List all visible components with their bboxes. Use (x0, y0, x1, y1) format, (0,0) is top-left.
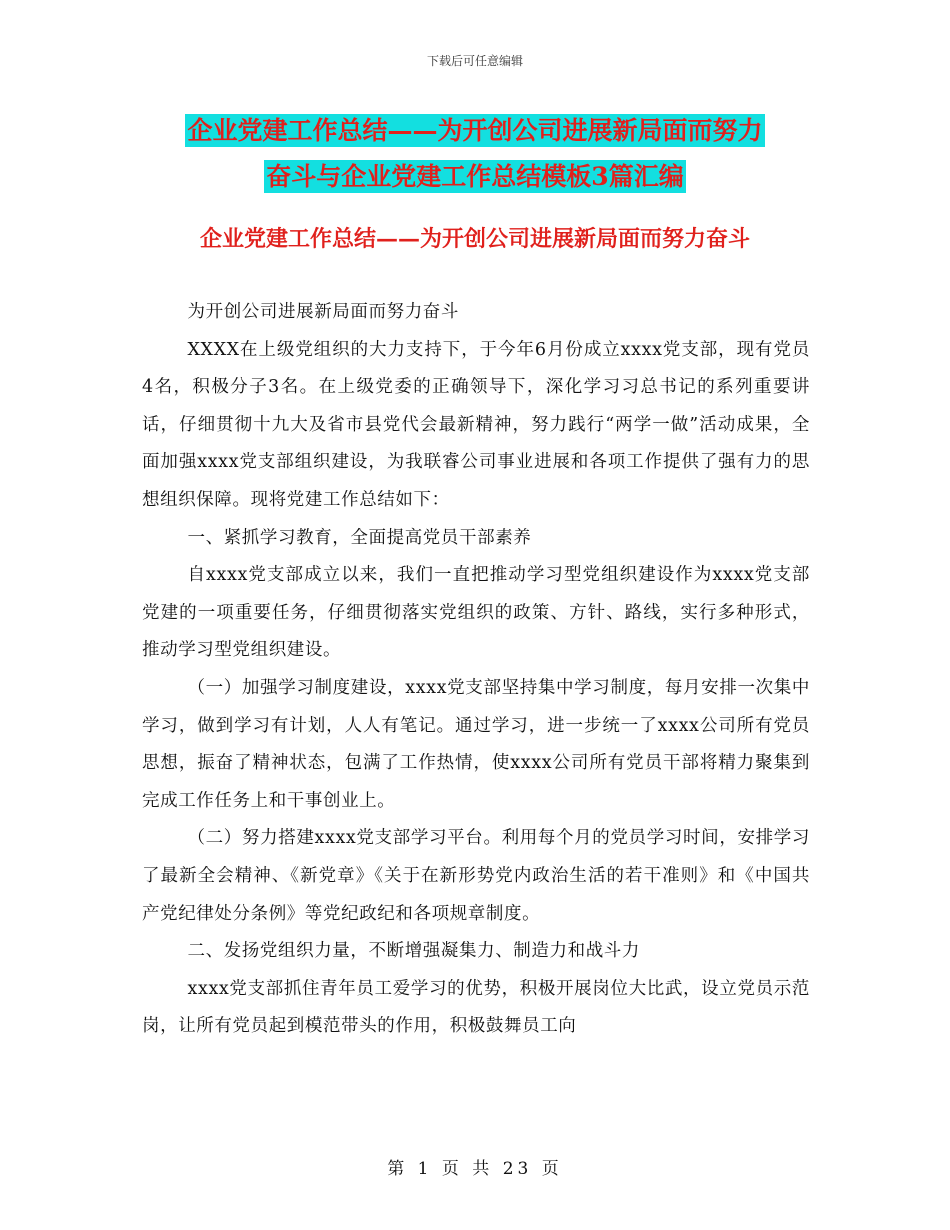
paragraph-subtitle: 为开创公司进展新局面而努力奋斗 (187, 302, 459, 322)
paragraph: XXXX在上级党组织的大力支持下，于今年6月份成立xxxx党支部，现有党员4名，积极分子3名。在上级党委的正确领导下，深化学习习总书记的系列重要讲话，仔细贯彻十九大及省市县党代会最新精神，努力践行“两学一做”活动成果，全面加强xxxx党支部组织建设，为我联睿公司事业进展和各项工作提供了强有力的思想组织保障。现将党建工作总结如下： (142, 339, 810, 510)
page-header-note: 下载后可任意编辑 (426, 54, 523, 68)
document-title (120, 108, 830, 200)
section-title: 企业党建工作总结——为开创公司进展新局面而努力奋斗 (199, 226, 750, 252)
paragraph: （一）加强学习制度建设，xxxx党支部坚持集中学习制度，每月安排一次集中学习，做到学习有计划，人人有笔记。通过学习，进一步统一了xxxx公司所有党员思想，振奋了精神状态，包满了工作热情，使xxxx公司所有党员干部将精力聚集到完成工作任务上和干事创业上。 (142, 677, 810, 811)
body-text (142, 294, 810, 1046)
document-title-line-2: 奋斗与企业党建工作总结模板3篇汇编 (266, 162, 684, 191)
paragraph-heading: 二、发扬党组织力量，不断增强凝集力、制造力和战斗力 (187, 941, 640, 962)
page-number-footer: 第 1 页 共 23 页 (387, 1159, 563, 1179)
paragraph: 自xxxx党支部成立以来，我们一直把推动学习型党组织建设作为xxxx党支部党建的一项重要任务，仔细贯彻落实党组织的政策、方针、路线，实行多种形式，推动学习型党组织建设。 (142, 565, 810, 661)
paragraph: （二）努力搭建xxxx党支部学习平台。利用每个月的党员学习时间，安排学习了最新全会精神、《新党章》《关于在新形势党内政治生活的若干准则》和《中国共产党纪律处分条例》等党纪政纪和各项规章制度。 (142, 828, 810, 924)
document-title-line-1: 企业党建工作总结——为开创公司进展新局面而努力 (187, 116, 763, 145)
paragraph-heading: 一、紧抓学习教育，全面提高党员干部素养 (187, 527, 532, 548)
paragraph: xxxx党支部抓住青年员工爱学习的优势，积极开展岗位大比武，设立党员示范岗，让所有党员起到模范带头的作用，积极鼓舞员工向 (142, 978, 810, 1037)
